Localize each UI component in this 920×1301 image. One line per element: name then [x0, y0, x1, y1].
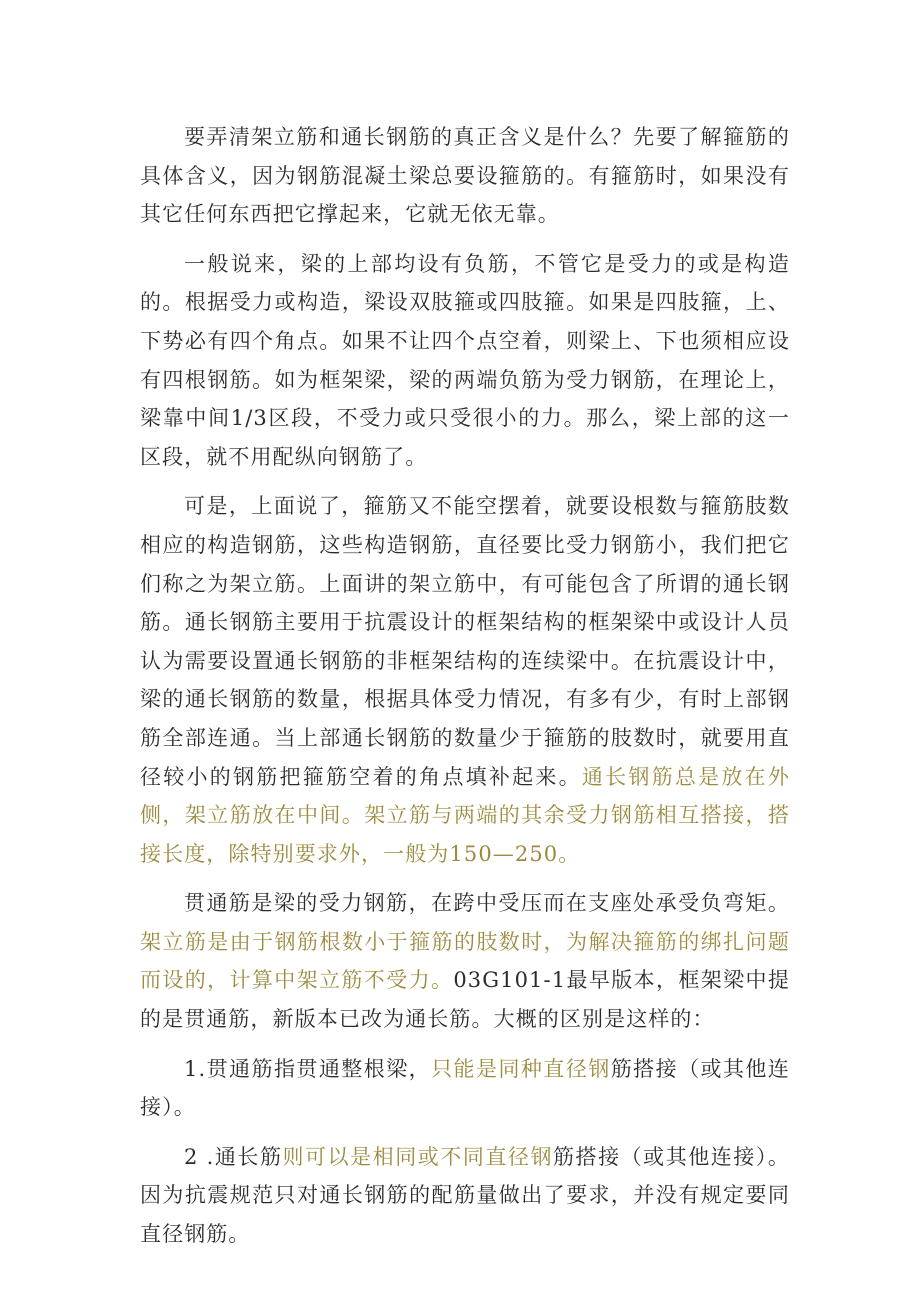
- text-run: 贯通筋是梁的受力钢筋，在跨中受压而在支座处承受负弯矩。: [184, 891, 790, 916]
- highlighted-text-run: 则可以是相同或不同直径钢: [282, 1144, 553, 1169]
- text-run: 筋搭接（或其他连接）。因为抗震规范只对通长钢筋的配筋量做出了要求，并没有规定要同直径钢筋。: [140, 1144, 790, 1247]
- text-run: 可是，上面说了，箍筋又不能空摆着，就要设根数与箍筋肢数相应的构造钢筋，这些构造钢筋，直径要比受力钢筋小，我们把它们称之为架立筋。上面讲的架立筋中，有可能包含了所谓的通长钢筋。通长钢筋主要用于抗震设计的框架结构的框架梁中或设计人员认为需要设置通长钢筋的非框架结构的连续梁中。在抗震设计中，梁的通长钢筋的数量，根据具体受力情况，有多有少，有时上部钢筋全部连通。当上部通长钢筋的数量少于箍筋的肢数时，就要用直径较小的钢筋把箍筋空着的角点填补起来。: [140, 494, 790, 789]
- highlighted-text-run: 只能是同种直径钢: [431, 1056, 611, 1081]
- document-body: [140, 118, 790, 1265]
- paragraph-3: [140, 487, 790, 873]
- text-run: 03G101-1最早版本，框架梁中提的是贯通筋，新版本已改为通长筋。大概的区别是这样的：: [140, 968, 790, 1032]
- paragraph-6: [140, 1138, 790, 1254]
- text-run: 筋搭接（或其他连接）。: [140, 1056, 790, 1120]
- paragraph-2: [140, 245, 790, 477]
- paragraph-1: [140, 118, 790, 234]
- text-run: 一般说来，梁的上部均设有负筋，不管它是受力的或是构造的。根据受力或构造，梁设双肢箍或四肢箍。如果是四肢箍，上、下势必有四个角点。如果不让四个点空着，则梁上、下也须相应设有四根钢筋。如为框架梁，梁的两端负筋为受力钢筋，在理论上，梁靠中间1/3区段，不受力或只受很小的力。那么，梁上部的这一区段，就不用配纵向钢筋了。: [140, 251, 790, 469]
- highlighted-text-run: 通长钢筋总是放在外侧，架立筋放在中间。架立筋与两端的其余受力钢筋相互搭接，搭接长度，除特别要求外，一般为150—250。: [140, 764, 790, 866]
- text-run: 2 .通长筋: [184, 1144, 283, 1169]
- text-run: 要弄清架立筋和通长钢筋的真正含义是什么？先要了解箍筋的具体含义，因为钢筋混凝土梁总要设箍筋的。有箍筋时，如果没有其它任何东西把它撑起来，它就无依无靠。: [140, 125, 790, 227]
- text-run: 1.贯通筋指贯通整根梁，: [184, 1056, 432, 1081]
- paragraph-5: [140, 1050, 790, 1127]
- highlighted-text-run: 架立筋是由于钢筋根数小于箍筋的肢数时，为解决箍筋的绑扎问题而设的，计算中架立筋不受力。: [140, 929, 790, 993]
- paragraph-4: [140, 884, 790, 1038]
